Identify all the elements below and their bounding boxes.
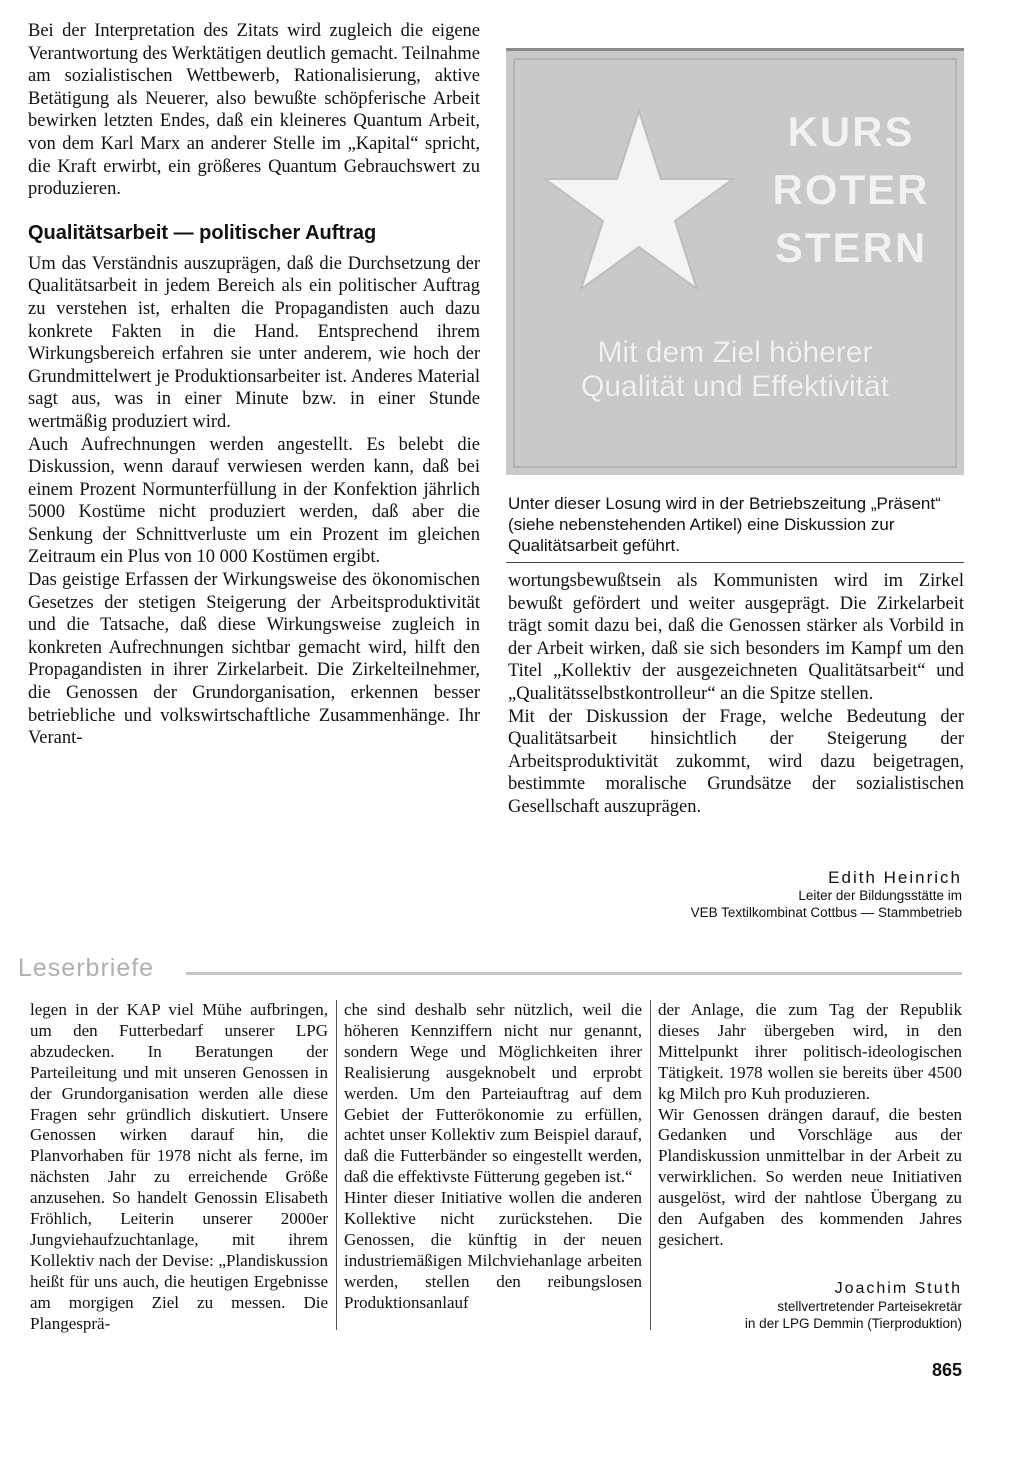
- poster-image: [506, 48, 964, 475]
- poster-headline: [756, 103, 946, 277]
- article-author: Edith Heinrich: [828, 868, 962, 887]
- poster-caption: Unter dieser Losung wird in der Betriebszeitung „Präsent“ (siehe nebenstehenden Artikel) eine Diskussion zur Qualitätsarbeit geführt.: [508, 494, 941, 555]
- article-paragraph: Auch Aufrechnungen werden angestellt. Es belebt die Diskussion, wenn darauf verwiesen werden kann, daß bei einem Prozent Normunterfüllung in der Konfektion jährlich 5000 Kostüme nicht produziert werden, daß aber die Senkung der Schnittverluste um ein Prozent im gleichen Zeitraum ein Plus von 10 000 Kostümen ergibt.: [28, 434, 480, 568]
- article-author-role: [562, 887, 962, 921]
- poster-slogan-line: Mit dem Ziel höherer: [597, 336, 873, 369]
- author-role-line: in der LPG Demmin (Tierproduktion): [744, 1316, 962, 1331]
- letters-column-3: [658, 1000, 962, 1251]
- letter-paragraph: Wir Genossen drängen darauf, die besten Gedanken und Vorschläge aus der Plandiskussion unmittelbar in der Arbeit zu verwirklichen. So werden neue Initiativen ausgelöst, wird der nahtlose Übergang zu den Aufgaben des kommenden Jahres gesichert.: [658, 1104, 962, 1249]
- letter-paragraph: legen in der KAP viel Mühe aufbringen, um den Futterbedarf unserer LPG abzudecken. In Beratungen der Parteileitung und mit unseren Genossen in der Grundorganisation werden alle diese Fragen sehr gründlich diskutiert. Unsere Genossen wirken darauf hin, die Planvorhaben für 1978 nicht als ferne, im nächsten Jahr zu erreichende Größe anzusehen. So handelt Genossin Elisabeth Fröhlich, Leiterin unserer 2000er Jungviehaufzuchtanlage, mit ihrem Kollektiv nach der Devise: „Plandiskussion heißt für uns auch, die heutigen Ergebnisse am morgigen Ziel zu messen. Die Plangesprä-: [30, 1000, 328, 1333]
- article-paragraph: wortungsbewußtsein als Kommunisten wird im Zirkel bewußt gefördert und weiter ausgeprägt. Die Zirkelarbeit trägt somit dazu bei, daß die Genossen stärker als Vorbild in der Arbeit wirken, daß sie sich besonders im Kampf um den Titel „Kollektiv der ausgezeichneten Qualitätsarbeit“ und „Qualitätsselbstkontrolleur“ an die Spitze stellen.: [508, 571, 964, 704]
- page-number: 865: [931, 1360, 962, 1380]
- poster-headline-line: STERN: [774, 224, 928, 271]
- letter-author: Joachim Stuth: [834, 1280, 962, 1297]
- article-paragraph: Um das Verständnis auszuprägen, daß die Durchsetzung der Qualitätsarbeit in jedem Bereich als ein politischer Auftrag zu verstehen ist, erhalten die Propagandisten auch dazu konkrete Fakten in die Hand. Entsprechend ihrem Wirkungsbereich erfahren sie unter anderem, wie hoch der Grundmittelwert je Produktionsarbeiter ist. Anderes Material sagt aus, was in einer Minute bzw. in einer Stunde wertmäßig produziert wird.: [28, 253, 480, 432]
- author-role-line: Leiter der Bildungsstätte im: [798, 888, 962, 903]
- letters-section-title: Leserbriefe: [18, 954, 155, 982]
- author-role-line: VEB Textilkombinat Cottbus — Stammbetrieb: [690, 905, 962, 920]
- author-role-line: stellvertretender Parteisekretär: [777, 1299, 962, 1314]
- article-right-column: [508, 570, 964, 819]
- letter-paragraph: der Anlage, die zum Tag der Republik dieses Jahr übergeben wird, in den Mittelpunkt ihrer politisch-ideologischen Tätigkeit. 1978 wollen sie bereits über 4500 kg Milch pro Kuh produzieren.: [658, 1000, 962, 1103]
- article-paragraph: Mit der Diskussion der Frage, welche Bedeutung der Qualitätsarbeit hinsichtlich der Steigerung der Arbeitsproduktivität zukommt, wird dazu beigetragen, bestimmte moralische Grundsätze der sozialistischen Gesellschaft auszuprägen.: [508, 706, 964, 817]
- letter-author-role: [642, 1298, 962, 1332]
- article-left-column: [28, 20, 480, 750]
- letters-column-2: [344, 1000, 642, 1314]
- letters-column-1: [30, 1000, 328, 1335]
- column-divider: [336, 1000, 337, 1330]
- column-divider: [650, 1000, 651, 1330]
- poster-slogan-line: Qualität und Effektivität: [581, 370, 889, 403]
- caption-divider: [506, 562, 964, 563]
- letter-paragraph: che sind deshalb sehr nützlich, weil die höheren Kennziffern nicht nur genannt, sondern Wege und Möglichkeiten ihrer Realisierung ausgeknobelt und erprobt werden. Um den Parteiauftrag auf dem Gebiet der Futterökonomie zu erfüllen, achtet unser Kollektiv zum Beispiel darauf, daß die Futterbänder so eingestellt werden, daß die effektivste Fütterung gegeben ist.“: [344, 1000, 642, 1187]
- article-paragraph: Das geistige Erfassen der Wirkungsweise des ökonomischen Gesetzes der stetigen Steigerung der Arbeitsproduktivität und die Tatsache, daß diese Wirkungsweise zugleich in konkreten Aufrechnungen sichtbar gemacht wird, hilft den Propagandisten in ihrer Zirkelarbeit. Die Zirkelteilnehmer, die Genossen der Grundorganisation, erkennen besser betriebliche und volkswirtschaftliche Zusammenhänge. Ihr Verant-: [28, 570, 480, 749]
- article-paragraph: Bei der Interpretation des Zitats wird zugleich die eigene Verantwortung des Werktätigen deutlich gemacht. Teilnahme am sozialistischen Wettbewerb, Rationalisierung, aktive Betätigung als Neuerer, also bewußte schöpferische Arbeit bewirken letzten Endes, daß ein kleineres Quantum Arbeit, von dem Karl Marx an anderer Stelle im „Kapital“ spricht, die Kraft erwirbt, ein größeres Quantum Gebrauchswert zu produzieren.: [28, 21, 480, 200]
- poster-headline-line: KURS: [787, 108, 915, 155]
- letter-paragraph: Hinter dieser Initiative wollen die anderen Kollektive nicht zurückstehen. Die Genossen, die künftig in der neuen industriemäßigen Milchviehanlage arbeiten werden, stellen den reibungslosen Produktionsanlauf: [344, 1188, 642, 1312]
- poster-slogan: [530, 336, 940, 404]
- section-heading: Qualitätsarbeit — politischer Auftrag: [28, 221, 377, 244]
- letters-section-rule: [186, 972, 962, 975]
- poster-headline-line: ROTER: [772, 166, 930, 213]
